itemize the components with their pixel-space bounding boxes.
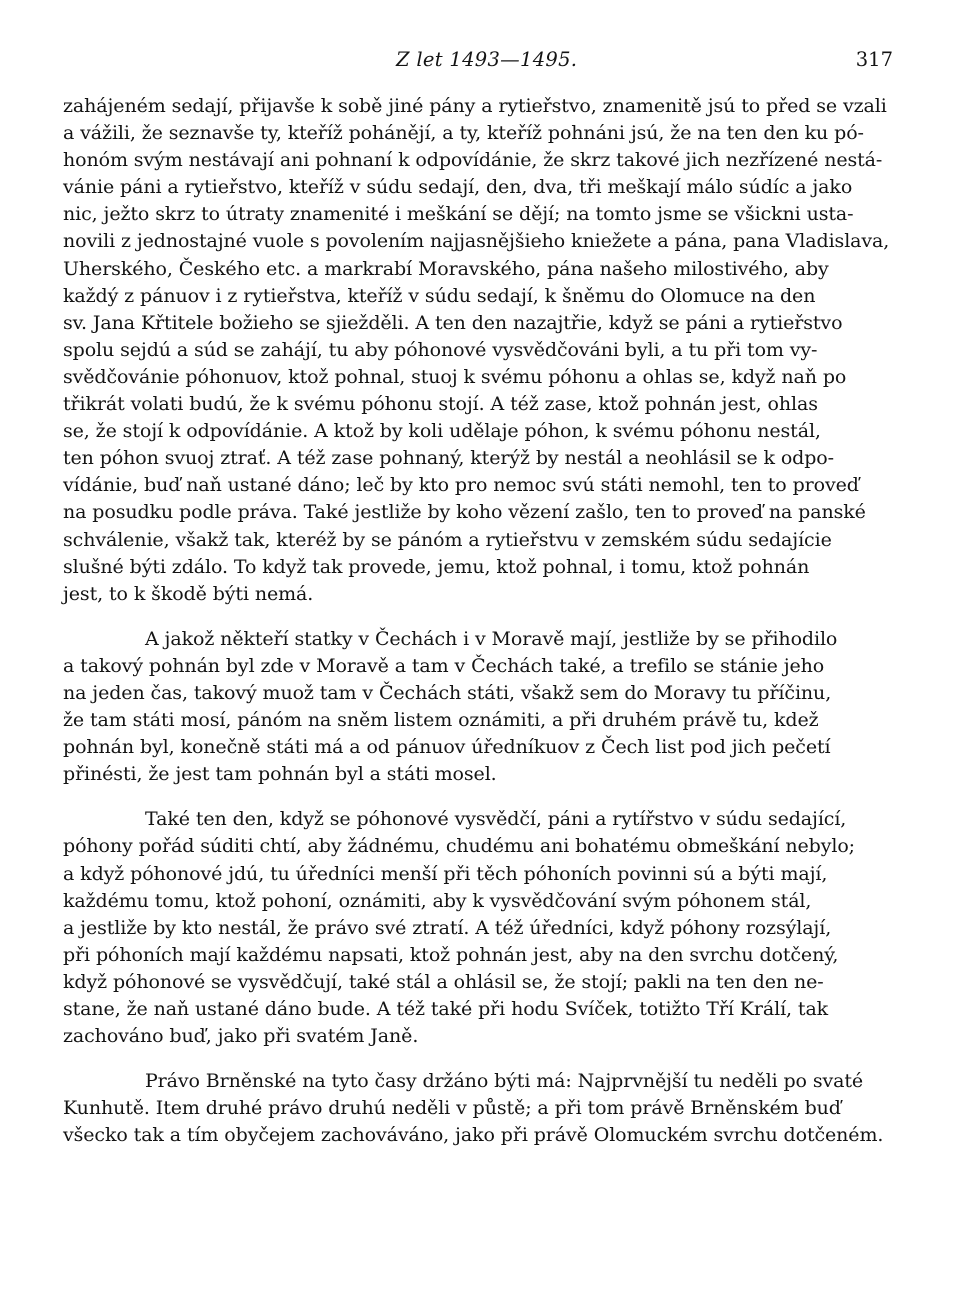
page-number: 317 bbox=[855, 48, 893, 71]
paragraph-gap bbox=[63, 788, 897, 806]
paragraph-4: Právo Brněnské na tyto časy držáno býti má: Najprvnější tu neděli po svaté Kunhutě. Item druhé právo druhú neděli v půstě; a při tom právě Brněnském buď všecko tak a tím obyčejem zachováváno, jako při právě Olomuckém svrchu dotčeném. bbox=[63, 1070, 884, 1147]
paragraph-gap bbox=[63, 1050, 897, 1068]
paragraph-3: Také ten den, když se póhonové vysvědčí, páni a rytířstvo v súdu sedající, póhony pořád súditi chtí, aby žádnému, chudému ani bohatému obmeškání nebylo; a když póhonové jdú, tu úředníci menší při těch póhoních povinni sú a býti mají, každému tomu, ktož pohoní, oznámiti, aby k vysvědčování svým póhonem stál, a jestliže by kto nestál, že právo své ztratí. A též úředníci, když póhony rozsýlají, při póhoních mají každému napsati, ktož pohnán jest, aby na den svrchu dotčený, když póhonové se vysvědčují, také stál a ohlásil se, že stojí; pakli na ten den ne- stane, že naň ustané dáno bude. A též také při hodu Svíček, totižto Tří Králí, tak zachováno buď, jako při svatém Janě. bbox=[63, 808, 855, 1048]
body-text bbox=[63, 93, 897, 1149]
running-title: Z let 1493—1495. bbox=[396, 48, 578, 71]
page-header bbox=[63, 44, 893, 76]
paragraph-1: zahájeném sedají, přijavše k sobě jiné pány a rytieřstvo, znamenitě jsú to před se vzali a vážili, že seznavše ty, kteříž pohánějí, a ty, kteříž pohnáni jsú, že na ten den ku pó- honóm svým nestávají ani pohnaní k odpovídánie, že skrz takové jich nezřízené nestá- vánie páni a rytieřstvo, kteříž v súdu sedají, den, dva, tři meškají málo súdíc a jako nic, ježto skrz to útraty znamenité i meškání se dějí; na tomto jsme se všickni usta- novili z jednostajné vuole s povolením najjasnějšieho kniežete a pána, pana Vladislava, Uherského, Českého etc. a markrabí Moravského, pána našeho milostivého, aby každý z pánuov i z rytieřstva, kteříž v súdu sedají, k šněmu do Olomuce na den sv. Jana Křtitele božieho se sjiežděli. A ten den nazajtřie, když se páni a rytieřstvo spolu sejdú a súd se zahájí, tu aby póhonové vysvědčováni byli, a tu při tom vy- svědčovánie póhonuov, ktož pohnal, stuoj k svému póhonu a ohlas se, když naň po třikrát volati budú, že k svému póhonu stojí. A též zase, ktož pohnán jest, ohlas se, že stojí k odpovídánie. A ktož by koli udělaje póhon, k svému póhonu nestál, ten póhon svuoj ztrať. A též zase pohnaný, kterýž by nestál a neohlásil se k odpo- vídánie, buď naň ustané dáno; leč by kto pro nemoc svú státi nemohl, ten to proveď na posudku podle práva. Také jestliže by koho vězení zašlo, ten to proveď na panské schválenie, všakž tak, kteréž by se pánóm a rytieřstvu v zemském súdu sedajície slušné býti zdálo. To když tak provede, jemu, ktož pohnal, i tomu, ktož pohnán jest, to k škodě býti nemá. bbox=[63, 95, 890, 605]
paragraph-gap bbox=[63, 608, 897, 626]
paragraph-2: A jakož někteří statky v Čechách i v Moravě mají, jestliže by se přihodilo a takový pohnán byl zde v Moravě a tam v Čechách také, a trefilo se stánie jeho na jeden čas, takový muož tam v Čechách státi, všakž sem do Moravy tu příčinu, že tam státi mosí, pánóm na sněm listem oznámiti, a při druhém právě tu, kdež pohnán byl, konečně státi má a od pánuov úředníkuov z Čech list pod jich pečetí přinésti, že jest tam pohnán byl a státi mosel. bbox=[63, 627, 838, 786]
